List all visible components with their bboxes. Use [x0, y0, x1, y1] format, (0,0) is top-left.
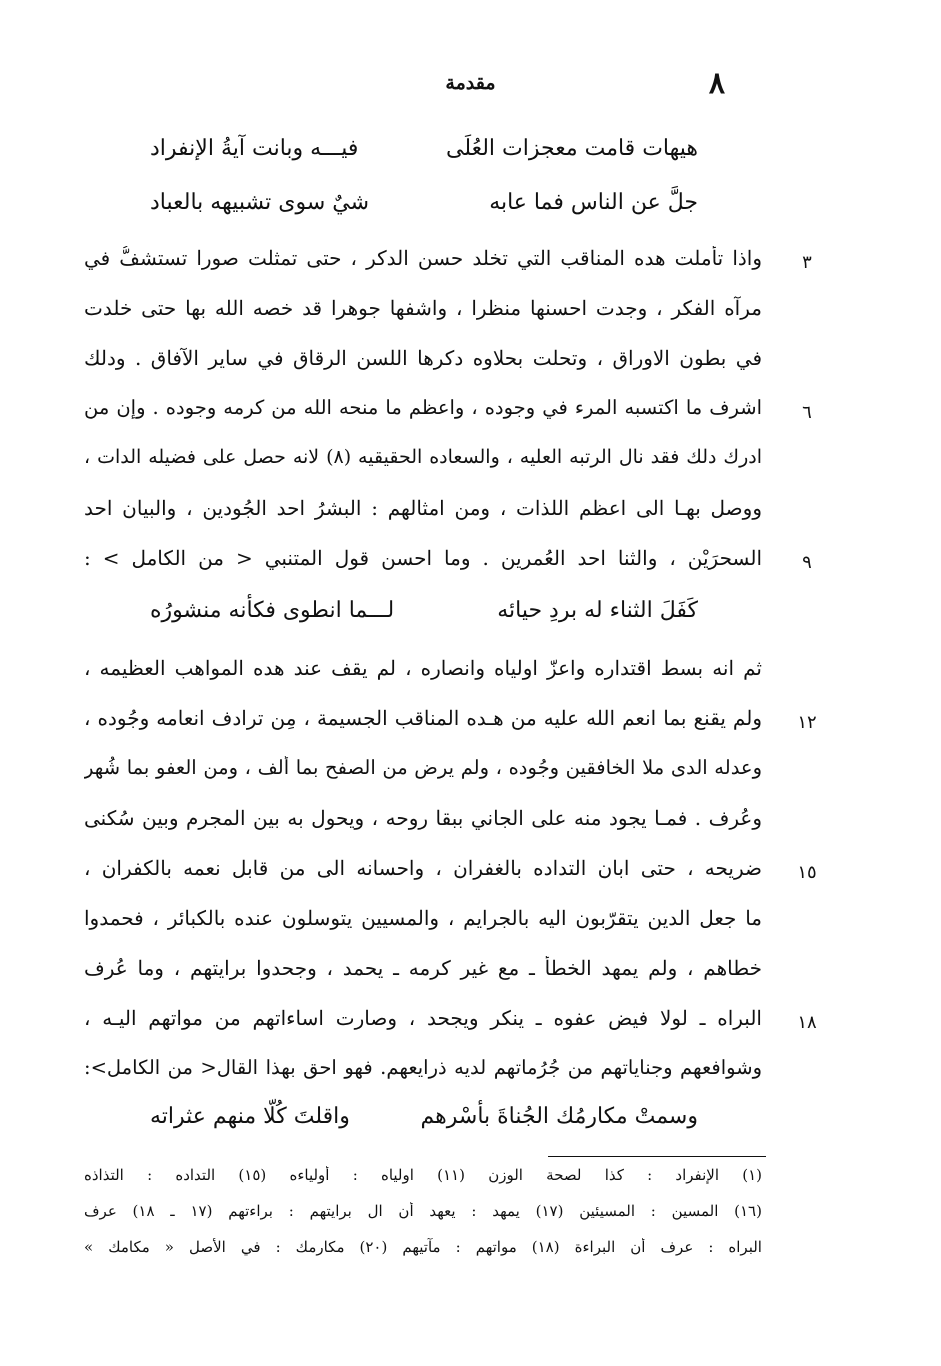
- line-number: ١٨: [797, 1012, 817, 1033]
- text-line: وشوافعهم وجناياتهم من جُرُماتهم لديه ذرايعهم. فهو احق بهذا القال< من الكامل>:: [84, 1056, 762, 1079]
- verse-second-hemistich: واقلتَ كُلّا منهم عثراته: [150, 1104, 350, 1129]
- text-line: ادرك دلك فقد نال الرتبه العليه ، والسعاده الحقيقيه (٨) لانه حصل على فضيله الدات ،: [84, 446, 762, 468]
- text-line: ثم انه بسط اقتداره واعزّ اولياه وانصاره ، لم يقف عند هده المواهب العظيمه ،: [84, 656, 762, 680]
- text-line: ولم يقنع بما انعم الله عليه من هـده المناقب الجسيمة ، مِن ترادف انعامه وجُوده ،: [84, 706, 762, 730]
- verse-first-hemistich: وسمتْ مكارمُك الجُناةَ بأسْرهم: [420, 1104, 698, 1129]
- page-number: ٨: [708, 66, 725, 101]
- text-line: خطاهم ، ولم يمهد الخطأ ـ مع غير كرمه ـ يحمد ، وجحدوا برايتهم ، وما عُرف: [84, 956, 762, 980]
- line-number: ١٢: [797, 712, 817, 733]
- text-line: ما جعل الدين يتقرّبون اليه بالجرايم ، والمسيين يتوسلون عنده بالكبائر ، فحمدوا: [84, 906, 762, 930]
- verse-line: [150, 136, 698, 186]
- page-header: [0, 66, 941, 106]
- text-line: السحرَيْن ، والثنا احد العُمرين . وما احسن قول المتنبي < من الكامل > :: [84, 546, 762, 570]
- line-number: ٩: [802, 552, 812, 573]
- line-number: ١٥: [797, 862, 817, 883]
- verse-second-hemistich: شيٌ سوى تشبيهه بالعباد: [150, 190, 370, 215]
- footnote-line: البراه : عرف أن البراءة (١٨) مواتهم : مآتيهم (٢٠) مكارمك : في الأصل « مكامك »: [84, 1238, 762, 1256]
- verse-first-hemistich: هيهات قامت معجزات العُلَى: [446, 136, 698, 161]
- footnote-line: (١) الإنفراد : كذا لصحة الوزن (١١) اولياه : أولياءه (١٥) التداده : التذاذه: [84, 1166, 762, 1184]
- verse-first-hemistich: كَفَلَ الثناء له بردِ حيائه: [497, 598, 698, 623]
- text-line: ضريحه ، حتى ابان التداده بالغفران ، واحسانه الى من قابل نعمه بالكفران ،: [84, 856, 762, 880]
- verse-line: [150, 190, 698, 240]
- text-line: وعدله الدى ملا الخافقين وجُوده ، ولم يرض من الصفح بما أُلف ، ومن العفو بما شُهر: [84, 756, 762, 779]
- line-number: ٣: [802, 252, 812, 273]
- text-line: اشرف ما اكتسبه المرء في وجوده ، واعظم ما منحه الله من كرمه وجوده . وإن من: [84, 396, 762, 419]
- verse-first-hemistich: جلَّ عن الناس فما عابه: [489, 190, 698, 215]
- text-line: في بطون الاوراق ، وتحلت بحلاوه دكرها اللسن الرقاق في ساير الآفاق . ودلك: [84, 346, 762, 370]
- text-line: وعُرف . فمـا يجود منه على الجاني ببقا روحه ، ويحول به بين المجرم وبين سُكنى: [84, 806, 762, 830]
- footnote-divider: [548, 1156, 766, 1157]
- verse-second-hemistich: فيـــه وبانت آيةُ الإنفراد: [150, 136, 359, 161]
- verse-line: [150, 598, 698, 648]
- text-line: ووصل بهـا الى اعظم اللذات ، ومن امثالهم : البشرُ احد الجُودين ، والبيان احد: [84, 496, 762, 520]
- line-number: ٦: [802, 402, 812, 423]
- verse-second-hemistich: لـــما انطوى فكأنه منشورُه: [150, 598, 395, 623]
- text-line: مرآه الفكر ، وجدت احسنها منظرا ، واشفها جوهرا قد خصه الله بها حتى خلدت: [84, 296, 762, 320]
- footnote-line: (١٦) المسين : المسيئين (١٧) يمهد : يعهد أن ال برايتهم : براءتهم (١٧ ـ ١٨) عرف: [84, 1202, 762, 1220]
- verse-line: [150, 1104, 698, 1154]
- text-line: واذا تأملت هده المناقب التي تخلد حسن الدكر ، حتى تمثلت صورا تستشفُّ في: [84, 246, 762, 270]
- running-title: مقدمة: [445, 72, 496, 94]
- text-line: البراه ـ لولا فيض عفوه ـ ينكر ويجحد ، وصارت اساءاتهم من مواتهم اليـه ،: [84, 1006, 762, 1030]
